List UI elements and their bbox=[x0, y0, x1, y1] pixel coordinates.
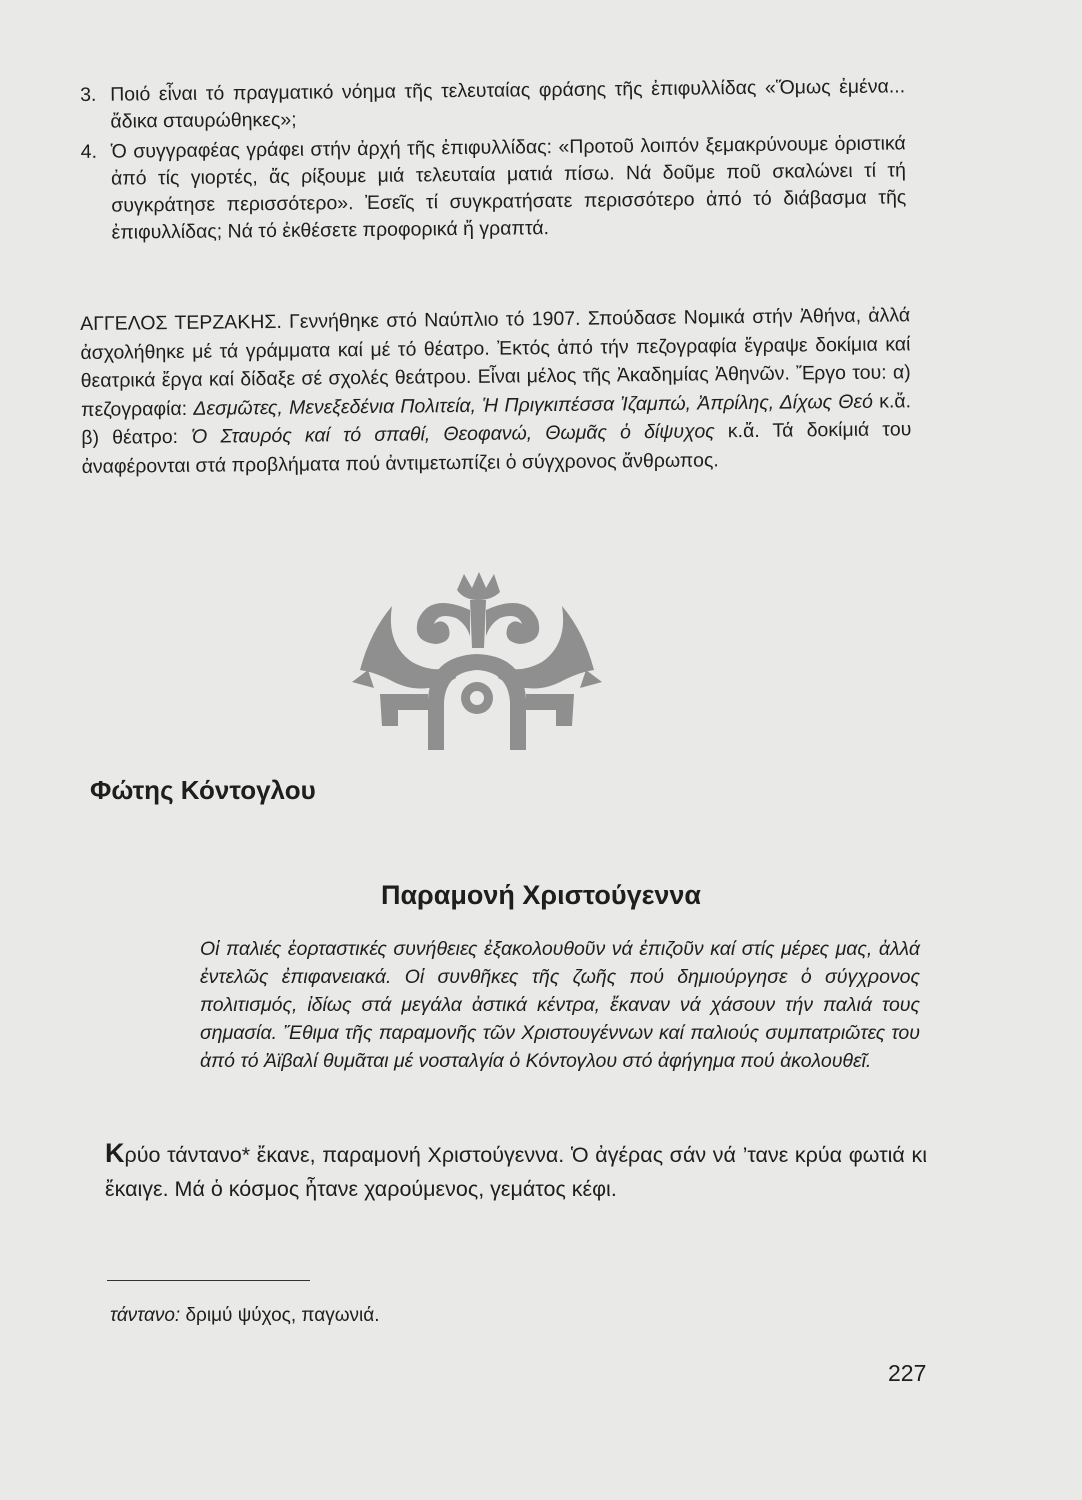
story-title: Παραμονή Χριστούγεννα bbox=[380, 880, 702, 910]
footnote-definition: δριμύ ψύχος, παγωνιά. bbox=[180, 1305, 380, 1326]
footnote bbox=[110, 1305, 380, 1327]
footnote-term: τάντανο: bbox=[110, 1305, 181, 1326]
story-introduction: Οἱ παλιές ἑορταστικές συνήθειες ἐξακολουθοῦν νά ἐπιζοῦν καί στίς μέρες μας, ἀλλά ἐντελῶς ἐπιφανειακά. Οἱ συνθῆκες τῆς ζωῆς πού δημιούργησε ὁ σύγχρονος πολιτισμός, ἰδίως στά μεγάλα ἀστικά κέντρα, ἔκαναν νά χάσουν τήν παλιά τους σημασία. Ἔθιμα τῆς παραμονῆς τῶν Χριστουγέννων καί παλιούς συμπατριῶτες του ἀπό τό Ἀϊβαλί θυμᾶται μέ νοσταλγία ὁ Κόντογλου στό ἀφήγημα πού ἀκολουθεῖ. bbox=[200, 938, 920, 1072]
question-text: Ποιό εἶναι τό πραγματικό νόημα τῆς τελευταίας φράσης τῆς ἐπιφυλλίδας «Ὅμως ἐμένα... ἄδικα σταυρώθηκες»; bbox=[110, 75, 906, 133]
question-item bbox=[80, 73, 906, 136]
question-number: 3. bbox=[80, 83, 97, 106]
question-list bbox=[80, 73, 907, 250]
footnote-divider bbox=[107, 1280, 310, 1281]
author-name: Φώτης Κόντογλου bbox=[90, 775, 316, 805]
bio-theatre-works: Ὁ Σταυρός καί τό σπαθί, Θεοφανώ, Θωμᾶς ὁ δίψυχος bbox=[191, 420, 715, 448]
question-item bbox=[81, 130, 907, 247]
story-text: ρύο τάντανο* ἔκανε, παραμονή Χριστούγεννα. Ὁ ἀγέρας σάν νά ’τανε κρύα φωτιά κι ἔκαιγε. Μά ὁ κόσμος ἦτανε χαρούμενος, γεμάτος κέφι. bbox=[105, 1143, 927, 1201]
bio-text: ΑΓΓΕΛΟΣ ΤΕΡΖΑΚΗΣ. Γεννήθηκε στό Ναύπλιο τό 1907. Σπούδασε Νομικά στήν Ἀθήνα, ἀλλά ἀσχολήθηκε μέ τά γράμματα καί μέ τό θέατρο. Ἐκτός ἀπό τήν πεζογραφία ἔγραψε δοκίμια καί θεατρικά ἔργα καί δίδαξε σέ σχολές θεάτρου. Εἶναι μέλος τῆς Ἀκαδημίας Ἀθηνῶν. Ἔργο του: α) πεζογραφία: bbox=[80, 304, 911, 421]
bio-text: κ.ἄ. β) θέατρο: bbox=[81, 389, 912, 449]
bio-text: κ.ἄ. Τά δοκίμιά του ἀναφέρονται στά προβλήματα πού ἀντιμετωπίζει ὁ σύγχρονος ἄνθρωπος. bbox=[81, 418, 912, 478]
question-text: Ὁ συγγραφέας γράφει στήν ἀρχή τῆς ἐπιφυλλίδας: «Προτοῦ λοιπόν ξεμακρύνουμε ὁριστικά ἀπό τίς γιορτές, ἄς ρίξουμε μιά τελευταία ματιά πίσω. Νά δοῦμε ποῦ σκαλώνει τί τή συγκράτησε περισσότερο». Ἐσεῖς τί συγκρατήσατε περισσότερο ἀπό τό διάβασμα τῆς ἐπιφυλλίδας; Νά τό ἐκθέσετε προφορικά ἤ γραπτά. bbox=[110, 132, 907, 244]
decorative-ornament-icon bbox=[352, 570, 602, 755]
story-paragraph bbox=[105, 1136, 927, 1206]
drop-cap: Κ bbox=[105, 1138, 125, 1168]
question-number: 4. bbox=[80, 140, 98, 163]
page-number: 227 bbox=[888, 1360, 927, 1386]
bio-prose-works: Δεσμῶτες, Μενεξεδένια Πολιτεία, Ἡ Πριγκιπέσσα Ἰζαμπώ, Ἀπρίλης, Δίχως Θεό bbox=[193, 390, 874, 420]
author-biography bbox=[80, 301, 912, 481]
